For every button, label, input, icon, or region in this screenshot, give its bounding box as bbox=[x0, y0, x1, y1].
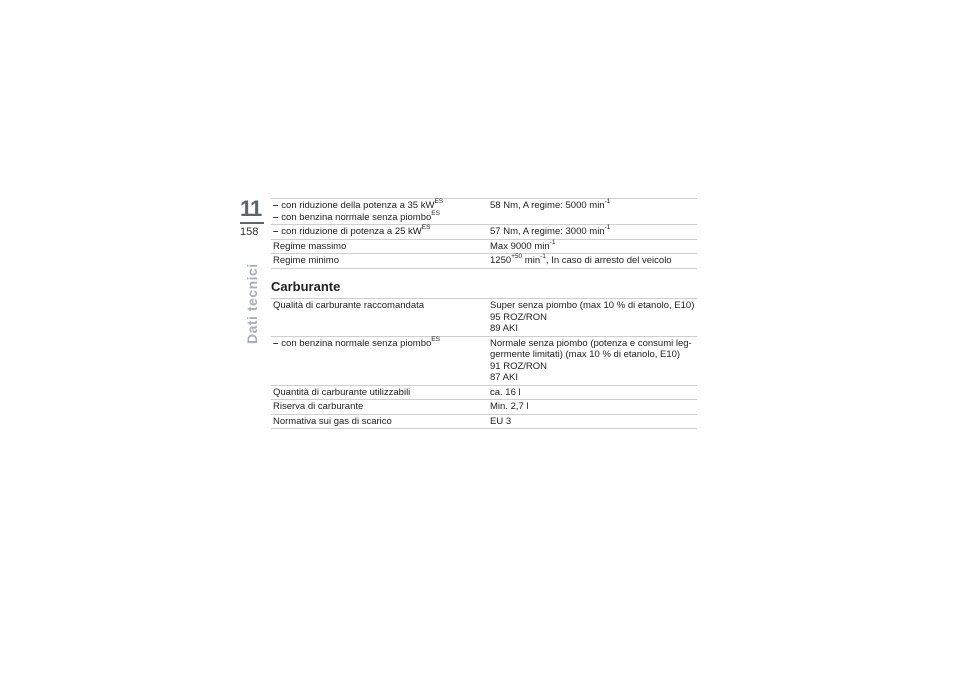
spec-label-cell bbox=[271, 400, 490, 415]
spec-value-line bbox=[490, 226, 697, 238]
spec-value-suffix: min bbox=[522, 255, 541, 266]
spec-label-line bbox=[273, 226, 490, 238]
spec-label-cell bbox=[271, 225, 490, 240]
spec-label: Quantità di carburante utilizzabili bbox=[273, 386, 411, 398]
spec-label: con riduzione della potenza a 35 kW bbox=[281, 200, 435, 211]
spec-value-cell bbox=[490, 199, 697, 225]
spec-label-line bbox=[273, 416, 490, 428]
spec-label-cell bbox=[271, 336, 490, 385]
spec-value-cell bbox=[490, 239, 697, 254]
spec-value-cell bbox=[490, 400, 697, 415]
spec-label: Regime minimo bbox=[273, 255, 339, 266]
table-row bbox=[271, 225, 697, 240]
spec-label-line bbox=[273, 209, 490, 224]
spec-value: 57 Nm, A regime: 3000 min bbox=[490, 226, 605, 237]
spec-value: ca. 16 l bbox=[490, 386, 521, 398]
spec-value-suffix: , In caso di arresto del veicolo bbox=[545, 255, 672, 266]
table-row bbox=[271, 199, 697, 225]
spec-value-line bbox=[490, 338, 697, 350]
dash-marker: – bbox=[273, 337, 279, 349]
spec-value-line bbox=[490, 238, 697, 253]
spec-value-cell bbox=[490, 336, 697, 385]
spec-value: Normale senza piombo (potenza e consumi leg- bbox=[490, 337, 692, 349]
spec-value: Min. 2,7 l bbox=[490, 401, 529, 412]
spec-value-line bbox=[490, 312, 697, 324]
spec-label-line bbox=[273, 387, 490, 399]
engine-specs-table bbox=[271, 198, 697, 269]
spec-value-line bbox=[490, 323, 697, 335]
spec-label-line bbox=[273, 200, 490, 212]
spec-label: Qualità di carburante raccomandata bbox=[273, 300, 425, 311]
spec-value: 1250 bbox=[490, 255, 512, 266]
spec-label-cell bbox=[271, 385, 490, 400]
fuel-section-title: Carburante bbox=[271, 279, 341, 294]
value-superscript: -1 bbox=[604, 198, 611, 205]
table-row bbox=[271, 385, 697, 400]
spec-value: 91 ROZ/RON bbox=[490, 360, 548, 372]
spec-label-line bbox=[273, 401, 490, 413]
spec-value-line bbox=[490, 361, 697, 373]
value-superscript: -1 bbox=[604, 224, 611, 231]
spec-value-cell bbox=[490, 414, 697, 429]
spec-value-line bbox=[490, 300, 697, 312]
table-row bbox=[271, 336, 697, 385]
value-superscript: -1 bbox=[540, 253, 546, 260]
spec-label-line bbox=[273, 335, 490, 350]
spec-label-cell bbox=[271, 299, 490, 337]
spec-label-cell bbox=[271, 414, 490, 429]
spec-value: 87 AKI bbox=[490, 372, 518, 383]
spec-label-line bbox=[273, 255, 490, 267]
spec-value-line bbox=[490, 372, 697, 384]
country-footnote: ES bbox=[434, 198, 444, 205]
country-footnote: ES bbox=[431, 209, 440, 217]
table-row bbox=[271, 239, 697, 254]
chapter-divider bbox=[240, 222, 264, 224]
spec-value: 89 AKI bbox=[490, 323, 518, 334]
table-row bbox=[271, 254, 697, 269]
page-number: 158 bbox=[240, 226, 259, 238]
spec-label-cell bbox=[271, 254, 490, 269]
dash-marker: – bbox=[273, 226, 279, 237]
spec-value-line bbox=[490, 401, 697, 413]
spec-label: con benzina normale senza piombo bbox=[281, 211, 432, 223]
chapter-title: Dati tecnici bbox=[244, 263, 260, 344]
value-superscript: -1 bbox=[549, 238, 556, 246]
spec-value: Max 9000 min bbox=[490, 240, 550, 252]
spec-value-cell bbox=[490, 385, 697, 400]
table-row bbox=[271, 400, 697, 415]
spec-label: con riduzione di potenza a 25 kW bbox=[281, 226, 422, 237]
spec-label-cell bbox=[271, 239, 490, 254]
spec-label-line bbox=[273, 300, 490, 312]
chapter-number: 11 bbox=[240, 196, 262, 221]
spec-label: Normativa sui gas di scarico bbox=[273, 415, 392, 427]
spec-value-line bbox=[490, 255, 697, 267]
spec-value: 58 Nm, A regime: 5000 min bbox=[490, 200, 605, 211]
spec-value: EU 3 bbox=[490, 415, 512, 427]
spec-label: con benzina normale senza piombo bbox=[281, 337, 432, 349]
dash-marker: – bbox=[273, 211, 279, 223]
fuel-specs-table bbox=[271, 298, 697, 429]
spec-value-line bbox=[490, 349, 697, 361]
spec-label-cell bbox=[271, 199, 490, 225]
country-footnote: ES bbox=[431, 335, 440, 343]
spec-value-line bbox=[490, 416, 697, 428]
spec-value-line bbox=[490, 387, 697, 399]
value-superscript: +50 bbox=[511, 253, 523, 260]
spec-value: germente limitati) (max 10 % di etanolo, E10) bbox=[490, 349, 681, 360]
table-row bbox=[271, 414, 697, 429]
spec-value-cell bbox=[490, 225, 697, 240]
spec-value-line bbox=[490, 200, 697, 212]
spec-label: Regime massimo bbox=[273, 240, 347, 252]
spec-label: Riserva di carburante bbox=[273, 401, 364, 412]
table-row bbox=[271, 299, 697, 337]
country-footnote: ES bbox=[421, 224, 431, 231]
spec-value: 95 ROZ/RON bbox=[490, 311, 548, 323]
spec-value-cell bbox=[490, 254, 697, 269]
dash-marker: – bbox=[273, 200, 279, 211]
spec-label-line bbox=[273, 241, 490, 253]
spec-value: Super senza piombo (max 10 % di etanolo, E10) bbox=[490, 300, 695, 311]
spec-value-cell bbox=[490, 299, 697, 337]
